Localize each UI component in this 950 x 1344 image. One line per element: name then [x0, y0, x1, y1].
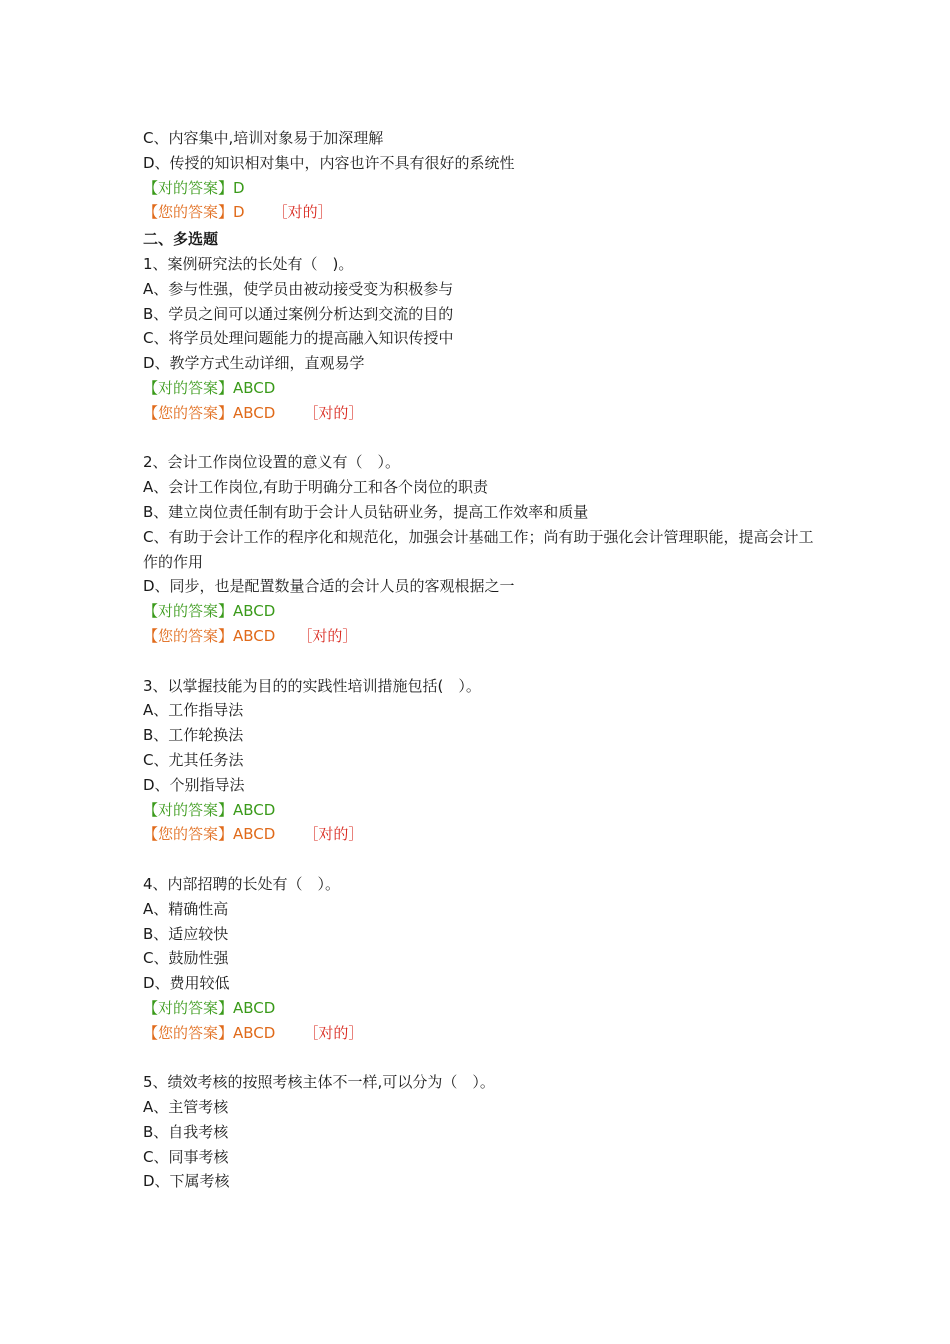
question-stem: 1、案例研究法的长处有（ )。 — [143, 254, 354, 273]
option-b: B、适应较快 — [143, 924, 229, 943]
verdict-badge: ［对的］ — [303, 825, 364, 844]
option-a: A、会计工作岗位,有助于明确分工和各个岗位的职责 — [143, 478, 489, 497]
spacer — [143, 426, 823, 451]
option-c: C、同事考核 — [143, 1147, 229, 1166]
correct-answer: 【对的答案】ABCD — [143, 998, 276, 1017]
option-d: D、个别指导法 — [143, 775, 245, 794]
verdict-badge: ［对的］ — [272, 203, 333, 222]
section-title: 二、多选题 — [143, 230, 219, 249]
verdict-badge: ［对的］ — [303, 403, 364, 422]
your-answer: 【您的答案】D ［对的］ — [143, 203, 333, 222]
spacer — [143, 649, 823, 674]
question-stem: 4、内部招聘的长处有（ ）。 — [143, 874, 341, 893]
verdict-badge: ［对的］ — [297, 626, 358, 645]
your-answer: 【您的答案】ABCD ［对的］ — [143, 1023, 364, 1042]
option-a: A、工作指导法 — [143, 701, 244, 720]
your-answer: 【您的答案】ABCD ［对的］ — [143, 403, 364, 422]
option-c: C、鼓励性强 — [143, 949, 229, 968]
option-b: B、学员之间可以通过案例分析达到交流的目的 — [143, 304, 454, 323]
option-d: D、下属考核 — [143, 1172, 230, 1191]
option-d: D、同步，也是配置数量合适的会计人员的客观根据之一 — [143, 577, 515, 596]
spacer — [143, 1045, 823, 1070]
option-c: C、尤其任务法 — [143, 750, 244, 769]
option-d: D、教学方式生动详细，直观易学 — [143, 354, 365, 373]
option-d: D、传授的知识相对集中，内容也许不具有很好的系统性 — [143, 153, 515, 172]
question-stem: 5、绩效考核的按照考核主体不一样,可以分为（ ）。 — [143, 1073, 495, 1092]
option-d: D、费用较低 — [143, 974, 230, 993]
document-page — [143, 126, 823, 1194]
option-c: C、将学员处理问题能力的提高融入知识传授中 — [143, 329, 454, 348]
option-b: B、自我考核 — [143, 1122, 229, 1141]
correct-answer: 【对的答案】D — [143, 178, 245, 197]
your-answer: 【您的答案】ABCD ［对的］ — [143, 825, 364, 844]
correct-answer: 【对的答案】ABCD — [143, 602, 276, 621]
option-a: A、参与性强，使学员由被动接受变为积极参与 — [143, 279, 454, 298]
option-b: B、建立岗位责任制有助于会计人员钻研业务，提高工作效率和质量 — [143, 502, 589, 521]
correct-answer: 【对的答案】ABCD — [143, 378, 276, 397]
correct-answer: 【对的答案】ABCD — [143, 800, 276, 819]
option-a: A、精确性高 — [143, 899, 229, 918]
option-a: A、主管考核 — [143, 1098, 229, 1117]
option-c: C、内容集中,培训对象易于加深理解 — [143, 129, 384, 147]
verdict-badge: ［对的］ — [303, 1023, 364, 1042]
question-stem: 3、以掌握技能为目的的实践性培训措施包括( ）。 — [143, 676, 481, 695]
question-stem: 2、会计工作岗位设置的意义有（ ）。 — [143, 453, 401, 472]
option-c: C、有助于会计工作的程序化和规范化，加强会计基础工作；尚有助于强化会计管理职能，提高会计工作的作用 — [143, 527, 814, 571]
spacer — [143, 847, 823, 872]
option-b: B、工作轮换法 — [143, 726, 244, 745]
your-answer: 【您的答案】ABCD ［对的］ — [143, 626, 358, 645]
